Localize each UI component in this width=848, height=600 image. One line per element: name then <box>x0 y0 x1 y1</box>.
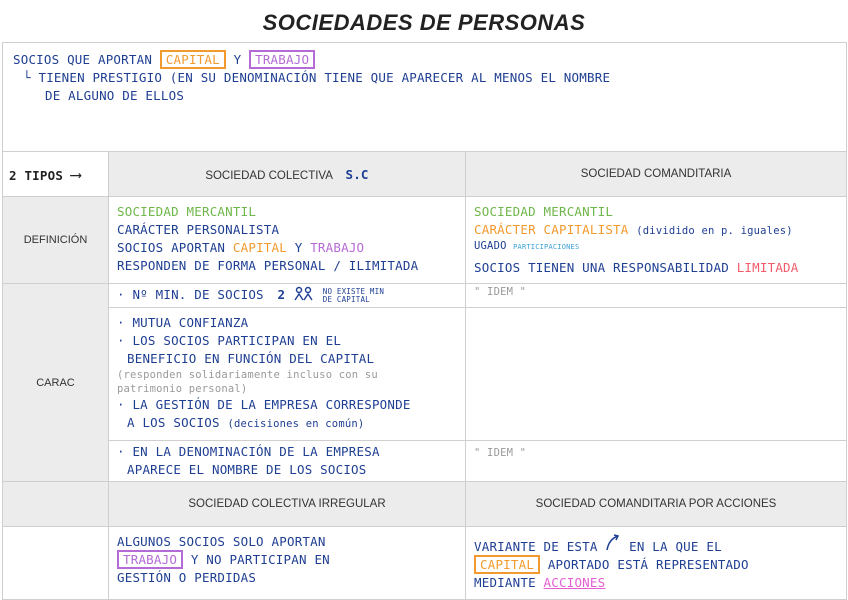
irregular-line: GESTIÓN O PERDIDAS <box>117 570 257 585</box>
carac-note: (decisiones en común) <box>227 418 365 430</box>
def-line <box>474 259 838 277</box>
types-label: 2 TIPOS <box>9 167 64 183</box>
corner-arrow-icon: └ <box>23 70 31 85</box>
people-icon <box>293 286 315 305</box>
def-text: SOCIOS APORTAN <box>117 240 226 255</box>
capital-tag: CAPITAL <box>474 555 540 574</box>
carac-line: BENEFICIO EN FUNCIÓN DEL CAPITAL <box>127 351 375 366</box>
irregular-line: ALGUNOS SOCIOS SOLO APORTAN <box>117 534 326 549</box>
irregular-line <box>117 551 457 569</box>
carac-note: (responden solidariamente incluso con su <box>117 369 378 381</box>
summary-table <box>2 42 847 600</box>
def-text: SOCIOS TIENEN UNA RESPONSABILIDAD <box>474 260 729 275</box>
carac-line: APARECE EL NOMBRE DE LOS SOCIOS <box>127 462 367 477</box>
carac-text: · Nº MIN. DE SOCIOS <box>117 287 264 302</box>
intro-text: DE ALGUNO DE ELLOS <box>45 88 185 103</box>
colectiva-abbr: S.C <box>345 166 369 182</box>
intro-text: TIENEN PRESTIGIO (EN SU DENOMINACIÓN TIENE QUE APARECER AL MENOS EL NOMBRE <box>38 70 611 85</box>
def-line <box>117 239 457 257</box>
arrow-right-icon: ⟶ <box>70 164 81 184</box>
intro-line-2 <box>13 69 836 87</box>
intro-text: SOCIOS QUE APORTAN <box>13 52 153 67</box>
colectiva-title: SOCIEDAD COLECTIVA <box>205 169 333 182</box>
acciones-word: ACCIONES <box>543 575 606 590</box>
irregular-header: SOCIEDAD COLECTIVA IRREGULAR <box>109 482 466 527</box>
carac-label: CARAC <box>3 284 109 482</box>
acciones-line <box>474 533 838 556</box>
def-note: PARTICIPACIONES <box>513 243 580 251</box>
comanditaria-header <box>466 152 847 197</box>
def-line: CARÁCTER PERSONALISTA <box>117 222 280 237</box>
comanditaria-idem-2: " IDEM " <box>466 441 847 482</box>
intro-and: Y <box>233 52 242 67</box>
capital-word: CAPITAL <box>232 240 287 255</box>
acciones-text: MEDIANTE <box>474 575 536 590</box>
def-and: Y <box>294 240 303 255</box>
def-line <box>474 240 838 253</box>
comanditaria-idem-1: " IDEM " <box>466 284 847 308</box>
def-text: UGADO <box>474 240 507 252</box>
comanditaria-title: SOCIEDAD COMANDITARIA <box>580 168 732 180</box>
empty-label <box>3 482 109 527</box>
page-title: SOCIEDADES DE PERSONAS <box>262 10 586 35</box>
def-line: SOCIEDAD MERCANTIL <box>474 204 614 219</box>
no-capital-note <box>323 288 384 304</box>
def-note: (dividido en p. iguales) <box>636 225 793 237</box>
intro-cell <box>3 43 847 152</box>
acciones-content <box>466 527 847 600</box>
carac-list <box>109 308 466 441</box>
curved-arrow-icon <box>605 533 621 556</box>
trabajo-tag: TRABAJO <box>117 550 183 569</box>
carac-denominacion <box>109 441 466 482</box>
carac-min-socios <box>109 284 466 308</box>
empty-cell <box>466 308 847 441</box>
min-socios-number: 2 <box>277 287 286 302</box>
def-line: SOCIEDAD MERCANTIL <box>117 204 257 219</box>
intro-line-1 <box>13 51 836 69</box>
def-text: CARÁCTER CAPITALISTA <box>474 222 629 237</box>
empty-label <box>3 527 109 600</box>
acciones-text: EN LA QUE EL <box>629 539 722 554</box>
carac-text: A LOS SOCIOS <box>127 415 220 430</box>
colectiva-header <box>109 152 466 197</box>
acciones-line <box>474 574 838 592</box>
irregular-content <box>109 527 466 600</box>
trabajo-tag: TRABAJO <box>249 50 315 69</box>
acciones-line <box>474 556 838 574</box>
comanditaria-definicion <box>466 197 847 284</box>
carac-line: · EN LA DENOMINACIÓN DE LA EMPRESA <box>117 444 380 459</box>
colectiva-definicion <box>109 197 466 284</box>
capital-tag: CAPITAL <box>160 50 226 69</box>
limitada-word: LIMITADA <box>736 260 799 275</box>
carac-line <box>117 414 457 433</box>
irregular-text: Y NO PARTICIPAN EN <box>190 552 330 567</box>
acciones-text: APORTADO ESTÁ REPRESENTADO <box>547 557 749 572</box>
note-line: DE CAPITAL <box>322 294 370 304</box>
carac-line: · LA GESTIÓN DE LA EMPRESA CORRESPONDE <box>117 397 411 412</box>
types-cell <box>3 152 109 197</box>
carac-note: patrimonio personal) <box>117 383 248 395</box>
acciones-header: SOCIEDAD COMANDITARIA POR ACCIONES <box>466 482 847 527</box>
intro-line-3 <box>13 87 836 105</box>
acciones-text: VARIANTE DE ESTA <box>474 539 598 554</box>
carac-line: · LOS SOCIOS PARTICIPAN EN EL <box>117 333 342 348</box>
def-line: RESPONDEN DE FORMA PERSONAL / ILIMITADA <box>117 258 419 273</box>
trabajo-word: TRABAJO <box>310 240 365 255</box>
def-line <box>474 221 838 240</box>
note-line: NO EXISTE MIN <box>322 286 385 296</box>
carac-line: · MUTUA CONFIANZA <box>117 315 249 330</box>
definicion-label: DEFINICIÓN <box>3 197 109 284</box>
